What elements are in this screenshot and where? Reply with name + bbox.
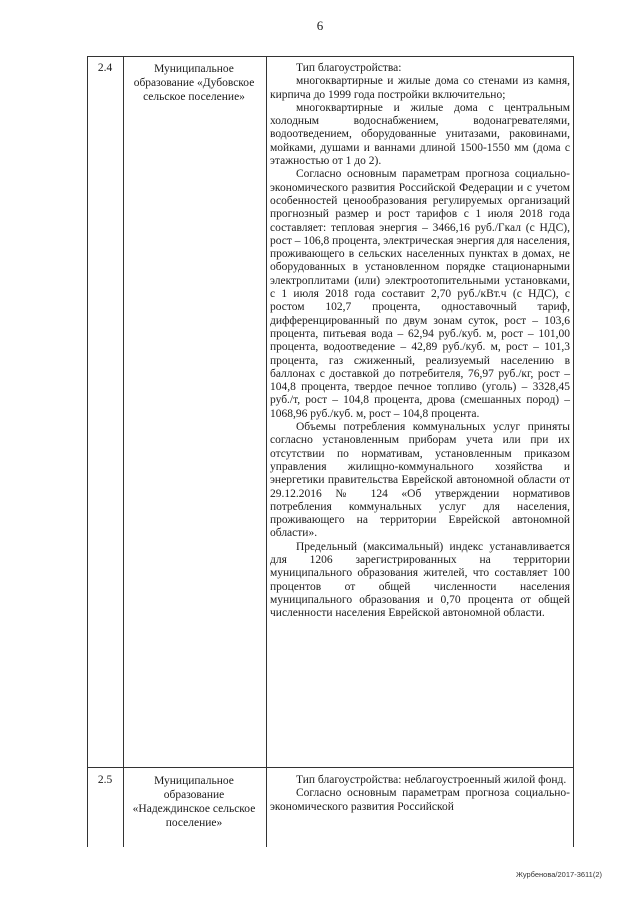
row-divider: [88, 767, 573, 768]
municipality-name: Муниципальное образование «Надеждинское сельское поселение»: [132, 775, 256, 829]
row-description: [270, 62, 570, 620]
page-number: 6: [316, 18, 324, 33]
row-number: 2.4: [97, 62, 113, 74]
paragraph: Предельный (максимальный) индекс устанавливается для 1206 зарегистрированных на территории муниципального образования жителей, что составляет 100 процентов от общей численности населения муниципального образования и 0,70 процента от общей численности населения Еврейской автономной области.: [270, 540, 570, 620]
paragraph: Согласно основным параметрам прогноза социально-экономического развития Российской: [270, 787, 570, 813]
column-divider: [266, 57, 267, 847]
document-code: Журбенова/2017-3611(2): [515, 870, 602, 879]
paragraph: многоквартирные и жилые дома с центральным холодным водоснабжением, водонагревателями, водоотведением, оборудованные унитазами, раковинами, мойками, душами и ваннами длиной 1500-1550 мм (дома с этажностью от 1 до 2).: [270, 101, 570, 168]
paragraph: Согласно основным параметрам прогноза социально-экономического развития Российской Федерации и с учетом особенностей ценообразования регулируемых организаций прогнозный размер и рост тарифов с 1 июля 2018 года составляет: тепловая энергия – 3466,16 руб./Гкал (с НДС), рост – 106,8 процента, электрическая энергия для населения, проживающего в сельских населенных пунктах в домах, не оборудованных в установленном порядке стационарными электроплитами (или) электроотопительными установками, с 1 июля 2018 года составит 2,70 руб./кВт.ч (с НДС), с ростом 102,7 процента, одноставочный тариф, дифференцированный по двум зонам суток, рост – 103,6 процента, питьевая вода – 62,94 руб./куб. м, рост – 101,00 процента, водоотведение – 42,89 руб./куб. м, рост – 101,3 процента, газ сжиженный, реализуемый населению в баллонах с доставкой до потребителя, 76,97 руб./кг, рост – 104,8 процента, твердое печное топливо (уголь) – 3328,45 руб./т, рост – 104,8 процента, дрова (смешанных пород) – 1068,96 руб./куб. м, рост – 104,8 процента.: [270, 168, 570, 420]
municipal-table: [87, 56, 574, 847]
column-divider: [123, 57, 124, 847]
paragraph: Тип благоустройства:: [296, 62, 402, 74]
paragraph: Объемы потребления коммунальных услуг приняты согласно установленным приборам учета или при их отсутствии по нормативам, установленным приказом управления жилищно-коммунального хозяйства и энергетики правительства Еврейской автономной области от 29.12.2016 № 124 «Об утверждении нормативов потребления коммунальных услуг для населения, проживающего на территории Еврейской автономной области».: [270, 421, 570, 540]
row-number: 2.5: [97, 774, 113, 786]
paragraph: многоквартирные и жилые дома со стенами из камня, кирпича до 1999 года постройки включительно;: [270, 75, 570, 101]
municipality-name: Муниципальное образование «Дубовское сельское поселение»: [133, 63, 255, 103]
row-description: [270, 774, 570, 814]
paragraph: Тип благоустройства: неблагоустроенный жилой фонд.: [296, 774, 567, 786]
